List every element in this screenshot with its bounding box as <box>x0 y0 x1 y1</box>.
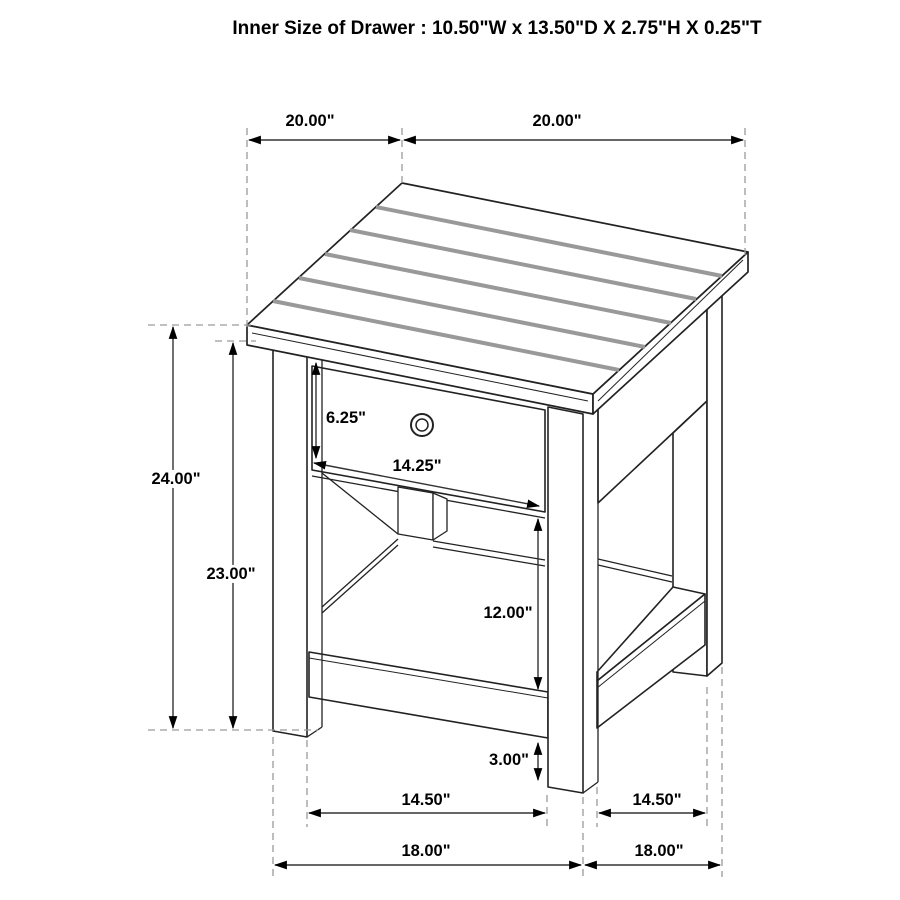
dim-label-side-leg-span: 14.50" <box>629 791 684 809</box>
dim-label-foot-clearance: 3.00" <box>486 751 532 769</box>
drawer-knob-inner <box>416 419 428 431</box>
dim-label-base-depth: 18.00" <box>631 842 686 860</box>
dim-label-overall-height: 24.00" <box>148 470 203 488</box>
dim-label-top-width: 20.00" <box>282 112 337 130</box>
diagram-title: Inner Size of Drawer : 10.50"W x 13.50"D X 2.75"H X 0.25"T <box>232 18 762 39</box>
dim-label-top-depth: 20.00" <box>529 112 584 130</box>
dim-label-drawer-height: 6.25" <box>323 409 369 427</box>
dim-label-opening-height: 12.00" <box>480 604 535 622</box>
front-left-leg <box>273 350 307 737</box>
dim-label-drawer-width: 14.25" <box>389 457 444 475</box>
dim-label-under-top-height: 23.00" <box>203 565 258 583</box>
front-structure <box>273 350 598 793</box>
dim-label-front-leg-span: 14.50" <box>398 791 453 809</box>
back-right-leg <box>707 295 722 676</box>
front-right-leg <box>548 407 583 793</box>
shelf-front-rail <box>309 652 548 738</box>
dim-label-base-width: 18.00" <box>398 842 453 860</box>
